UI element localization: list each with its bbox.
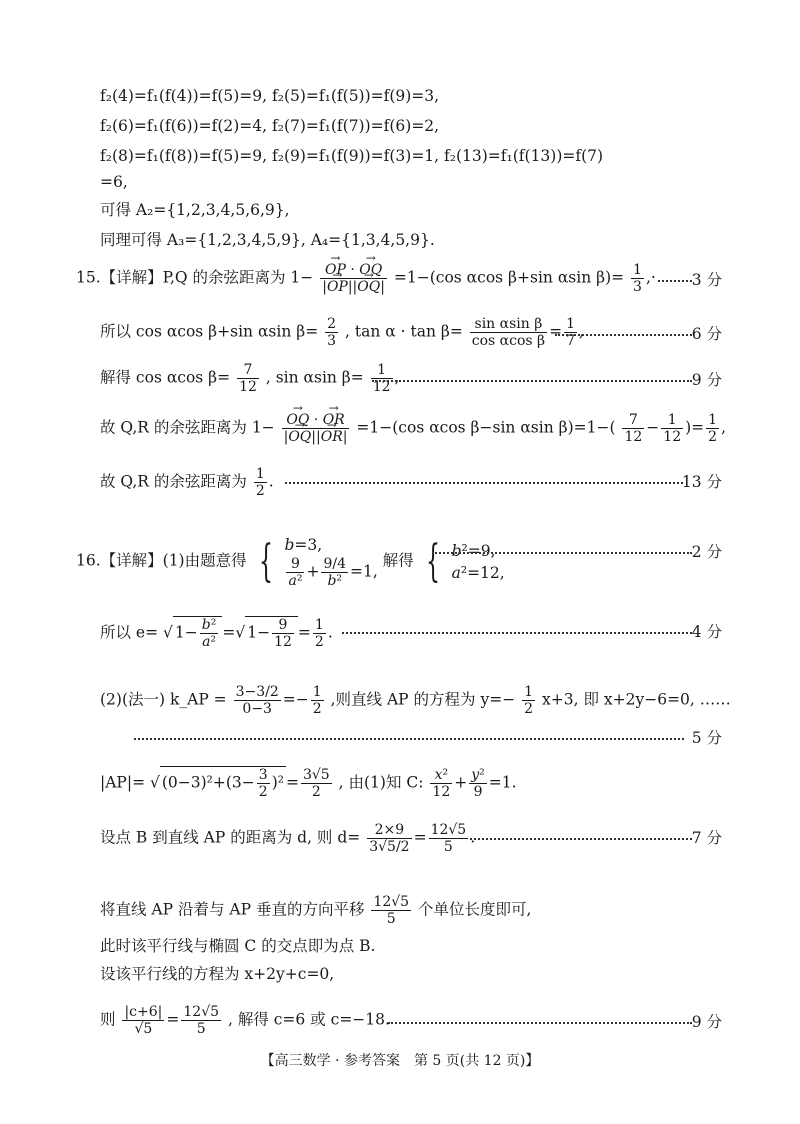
q15-text: 所以 cos αcos β+sin αsin β= xyxy=(100,322,319,341)
dot-leader xyxy=(372,380,692,382)
score-mark: 6 分 xyxy=(691,325,722,343)
score-mark: 3 分 xyxy=(691,271,722,289)
dot-leader xyxy=(470,838,692,840)
q16-line1: 16.【详解】(1)由题意得 { b=3, $\frac{9}{\text{a²}}$ + $\frac{9/4}{\text{b²}}$ =1, 解得 { b²=9, a²=12, xyxy=(76,535,505,589)
fraction: $\frac{1}{2}$ xyxy=(255,466,265,499)
score-mark: 13 分 xyxy=(681,473,722,491)
q15-line1: 15.【详解】P,Q 的余弦距离为 1− → $\frac{OP \cdot \to OQ}{|\to OP||\to OQ|}$ =1−(cos αcos β+sin αsin β)= $\frac{1}{3}$ ,· xyxy=(76,262,656,295)
score-mark: 7 分 xyxy=(691,829,722,847)
q16-line3: (2)(法一) k_AP = $\frac{3-3/2}{0-3}$ =− $\frac{1}{2}$ ,则直线 AP 的方程为 y=− $\frac{1}{2}$ x+3, 即 x+2y−6=0, …… xyxy=(100,684,731,717)
q15-text: =1−(cos αcos β−sin αsin β)=1−( xyxy=(356,418,616,437)
dot-leader xyxy=(342,632,692,634)
text-line: f₂(8)=f₁(f(8))=f(5)=9, f₂(9)=f₁(f(9))=f(3)=1, f₂(13)=f₁(f(13))=f(7) xyxy=(100,147,604,165)
q15-text: 15.【详解】P,Q 的余弦距离为 1− xyxy=(76,268,314,287)
dot-leader xyxy=(388,1022,692,1024)
equation-system: b²=9, a²=12, xyxy=(451,541,505,582)
q15-line3: 解得 cos αcos β= $\frac{7}{12}$ , sin αsin β= $\frac{1}{12}$ , xyxy=(100,362,400,395)
q16-text: 将直线 AP 沿着与 AP 垂直的方向平移 xyxy=(100,900,365,919)
q16-text: 个单位长度即可, xyxy=(418,900,532,919)
q16-text: 则 xyxy=(100,1010,116,1029)
text-line: 可得 A₂={1,2,3,4,5,6,9}, xyxy=(100,201,290,219)
fraction: $\frac{7}{12}$ xyxy=(239,362,257,395)
text-line: 此时该平行线与椭圆 C 的交点即为点 B. xyxy=(100,937,376,955)
text-line: =6, xyxy=(100,173,128,191)
fraction: $\frac{7}{12}$ xyxy=(624,412,643,445)
q16-text: 设点 B 到直线 AP 的距离为 d, 则 d= xyxy=(100,828,361,847)
vector-fraction: → $\frac{OQ \cdot \to OR}{|\to OQ||\to OR|}$ xyxy=(282,412,350,445)
q15-line4: 故 Q,R 的余弦距离为 1− → $\frac{OQ \cdot \to OR}{|\to OQ||\to OR|}$ =1−(cos αcos β−sin αsin β)=1−( $\frac{7}{12}$ − $\frac{1}{12}$ )= $\frac{1}{2}$ , xyxy=(100,412,726,445)
q15-line5: 故 Q,R 的余弦距离为 $\frac{1}{2}$ . xyxy=(100,466,274,499)
text-line: 同理可得 A₃={1,2,3,4,5,9}, A₄={1,3,4,5,9}. xyxy=(100,231,435,249)
fraction: $\frac{1}{7}$ xyxy=(566,316,576,349)
dot-leader xyxy=(432,552,692,554)
dot-leader xyxy=(134,738,684,740)
fraction: $\frac{1}{12}$ xyxy=(372,362,391,395)
score-mark: 5 分 xyxy=(691,729,722,747)
dot-leader xyxy=(285,482,683,484)
q16-text: x+3, 即 x+2y−6=0, …… xyxy=(542,690,731,709)
q16-text: , 由(1)知 C: xyxy=(338,773,424,792)
q16-text: |AP|= xyxy=(100,773,146,792)
q16-line7: 则 $\frac{|c+6|}{√5}$ = $\frac{12√5}{5}$ , 解得 c=6 或 c=−18. xyxy=(100,1004,390,1037)
vector-fraction: → $\frac{OP \cdot \to OQ}{|\to OP||\to OQ|}$ xyxy=(320,262,387,295)
dot-leader xyxy=(658,280,692,282)
q15-text: 故 Q,R 的余弦距离为 1− xyxy=(100,418,275,437)
fraction: $\frac{1}{2}$ xyxy=(708,412,718,445)
q16-line4: |AP|= √ (0−3)²+(3− $\frac{3}{2}$ )² = $\frac{3√5}{2}$ , 由(1)知 C: $\frac{\text{x²}}{12}$ + $\frac{\text{y²}}{9}$ =1. xyxy=(100,767,517,800)
score-mark: 9 分 xyxy=(691,1013,722,1031)
score-mark: 9 分 xyxy=(691,371,722,389)
q16-text: , 解得 c=6 或 c=−18. xyxy=(227,1010,390,1029)
q16-line2: 所以 e= √ 1− $\frac{\text{b²}}{\text{a²}}$ =√ 1− $\frac{9}{12}$ = $\frac{1}{2}$ . xyxy=(100,617,333,650)
q16-text: 解得 xyxy=(382,551,414,570)
q16-text: ,则直线 AP 的方程为 y=− xyxy=(330,690,516,709)
text-line: f₂(6)=f₁(f(6))=f(2)=4, f₂(7)=f₁(f(7))=f(6)=2, xyxy=(100,117,440,135)
score-mark: 2 分 xyxy=(691,543,722,561)
q15-text: , tan α · tan β= xyxy=(345,322,463,341)
fraction: $\frac{1}{3}$ xyxy=(633,262,642,295)
fraction: $\frac{2}{3}$ xyxy=(327,316,337,349)
equation-system: b=3, $\frac{9}{\text{a²}}$ + $\frac{9/4}{\text{b²}}$ =1, xyxy=(284,536,378,589)
dot-leader xyxy=(555,334,692,336)
q15-line2: 所以 cos αcos β+sin αsin β= $\frac{2}{3}$ , tan α · tan β= $\frac{\text{sin αsin β}}{\text{cos αcos β}}$ = $\frac{1}{7}$ , xyxy=(100,316,584,349)
q16-line5: 设点 B 到直线 AP 的距离为 d, 则 d= $\frac{2\times 9}{3√5/2}$ = $\frac{12√5}{5}$ . xyxy=(100,822,476,855)
q15-text: =1−(cos αcos β+sin αsin β)= xyxy=(393,268,625,287)
q16-text: (2)(法一) k_AP = xyxy=(100,690,227,709)
q15-text: 解得 cos αcos β= xyxy=(100,368,231,387)
q16-text: 所以 e= xyxy=(100,623,159,642)
fraction: $\frac{1}{12}$ xyxy=(663,412,682,445)
q15-text: , sin αsin β= xyxy=(265,368,364,387)
fraction: $\frac{\text{sin αsin β}}{\text{cos αcos β}}$ xyxy=(471,316,546,349)
q15-text: 故 Q,R 的余弦距离为 xyxy=(100,472,247,491)
score-mark: 4 分 xyxy=(691,623,722,641)
text-line: f₂(4)=f₁(f(4))=f(5)=9, f₂(5)=f₁(f(5))=f(9)=3, xyxy=(100,87,440,105)
text-line: 设该平行线的方程为 x+2y+c=0, xyxy=(100,965,335,983)
q16-text: 16.【详解】(1)由题意得 xyxy=(76,551,247,570)
page-footer: 【高三数学 · 参考答案 第 5 页(共 12 页)】 xyxy=(260,1053,540,1069)
fraction: $\frac{|c+6|}{√5}$ xyxy=(124,1004,163,1037)
fraction: $\frac{2\times 9}{3√5/2}$ xyxy=(369,822,410,855)
fraction: $\frac{3-3/2}{0-3}$ xyxy=(235,684,279,717)
q16-line6: 将直线 AP 沿着与 AP 垂直的方向平移 $\frac{12√5}{5}$ 个单位长度即可, xyxy=(100,894,532,927)
